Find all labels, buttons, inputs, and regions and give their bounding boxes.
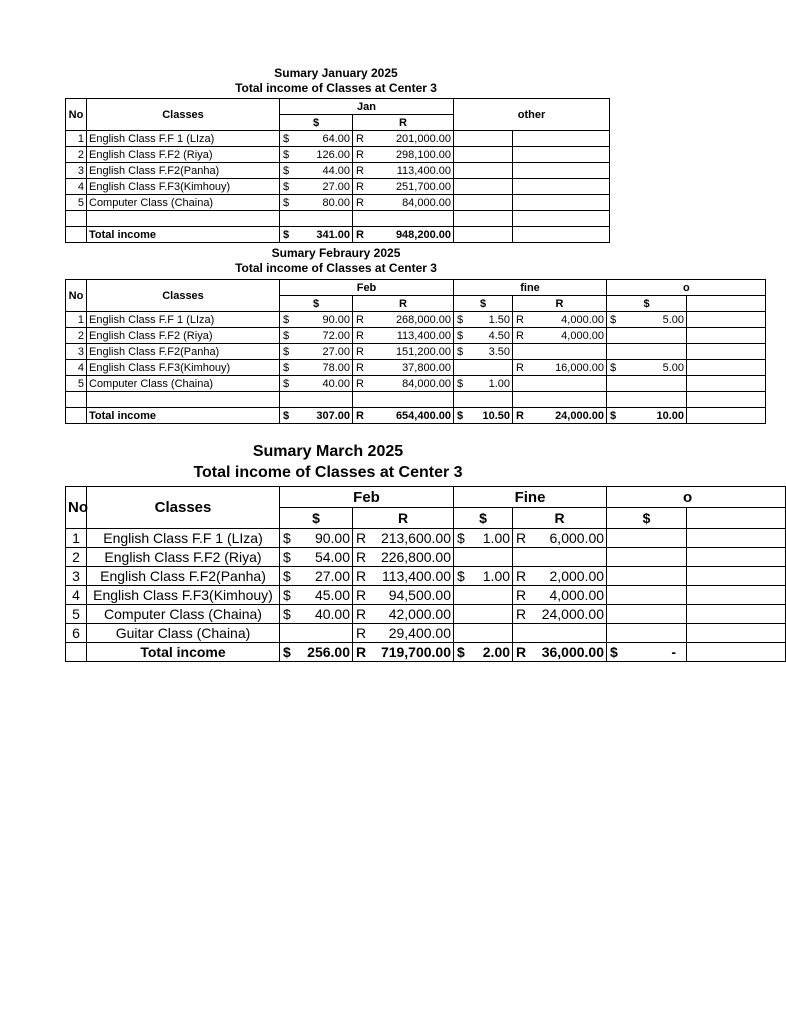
row-fine-usd: [454, 360, 513, 376]
row-usd: $ 80.00: [280, 195, 353, 211]
feb-head-classes: Classes: [87, 280, 280, 312]
row-r: R 113,400.00: [353, 567, 454, 586]
row-fine-usd: [454, 605, 513, 624]
row-other-r: [687, 344, 766, 360]
row-r: R 84,000.00: [353, 376, 454, 392]
mar-head-other: o: [607, 487, 786, 508]
jan-total-usd: $ 341.00: [280, 227, 353, 243]
row-other-usd: [607, 605, 687, 624]
row-class-name: English Class F.F3(Kimhouy): [87, 586, 280, 605]
row-no: 4: [66, 360, 87, 376]
feb-head-no: No: [66, 280, 87, 312]
feb-blank-usd: [280, 392, 353, 408]
row-other-r: [687, 624, 786, 643]
table-row: [66, 605, 786, 624]
row-other-1: [454, 163, 513, 179]
feb-blank-or: [687, 392, 766, 408]
feb-head-r: R: [353, 296, 454, 312]
table-row: [66, 586, 786, 605]
feb-table: [65, 279, 766, 424]
feb-total-other-usd: $ 10.00: [607, 408, 687, 424]
row-class-name: English Class F.F 1 (LIza): [87, 529, 280, 548]
feb-head-other-r: [687, 296, 766, 312]
row-class-name: English Class F.F3(Kimhouy): [87, 360, 280, 376]
row-class-name: English Class F.F2(Panha): [87, 344, 280, 360]
feb-blank-name: [87, 392, 280, 408]
feb-total-fine-usd: $ 10.50: [454, 408, 513, 424]
row-other-r: [687, 605, 786, 624]
mar-head-month: Feb: [280, 487, 454, 508]
row-no: 2: [66, 548, 87, 567]
feb-blank-ousd: [607, 392, 687, 408]
row-r: R 251,700.00: [353, 179, 454, 195]
row-fine-r: R 2,000.00: [513, 567, 607, 586]
row-other-r: [687, 567, 786, 586]
table-row: [66, 529, 786, 548]
table-row: [66, 163, 610, 179]
jan-head-classes: Classes: [87, 99, 280, 131]
row-other-2: [513, 195, 610, 211]
mar-total-other-usd: $ -: [607, 643, 687, 662]
mar-total-usd: $ 256.00: [280, 643, 353, 662]
feb-head-other: o: [607, 280, 766, 296]
row-class-name: Computer Class (Chaina): [87, 605, 280, 624]
row-class-name: English Class F.F3(Kimhouy): [87, 179, 280, 195]
row-fine-usd: [454, 586, 513, 605]
row-no: 2: [66, 328, 87, 344]
mar-head-r: R: [353, 508, 454, 529]
mar-title-line1: Sumary March 2025: [252, 443, 404, 460]
mar-head-usd: $: [280, 508, 353, 529]
row-fine-usd: $ 1.00: [454, 567, 513, 586]
table-row: [66, 624, 786, 643]
jan-total-label: Total income: [87, 227, 280, 243]
feb-total-other-r: [687, 408, 766, 424]
row-no: 1: [66, 131, 87, 147]
feb-head-usd: $: [280, 296, 353, 312]
mar-total-r: R 719,700.00: [353, 643, 454, 662]
row-usd: $ 90.00: [280, 312, 353, 328]
mar-table-viewport: [65, 486, 693, 664]
row-other-r: [687, 586, 786, 605]
jan-title: [66, 66, 606, 96]
row-r: R 151,200.00: [353, 344, 454, 360]
row-r: R 42,000.00: [353, 605, 454, 624]
feb-total-usd: $ 307.00: [280, 408, 353, 424]
feb-title-line1: Sumary Febraury 2025: [271, 246, 401, 260]
feb-head-other-usd: $: [607, 296, 687, 312]
row-usd: $ 27.00: [280, 179, 353, 195]
table-row: [66, 312, 766, 328]
mar-title: [0, 441, 690, 483]
table-row: [66, 548, 786, 567]
row-fine-r: R 24,000.00: [513, 605, 607, 624]
row-other-1: [454, 131, 513, 147]
feb-head-fine-r: R: [513, 296, 607, 312]
row-no: 2: [66, 147, 87, 163]
row-other-usd: [607, 567, 687, 586]
row-class-name: Computer Class (Chaina): [87, 195, 280, 211]
jan-blank-name: [87, 211, 280, 227]
row-class-name: English Class F.F2(Panha): [87, 163, 280, 179]
row-other-2: [513, 179, 610, 195]
jan-blank-no: [66, 211, 87, 227]
feb-table-viewport: [65, 279, 688, 429]
mar-table: [65, 486, 786, 662]
row-class-name: Guitar Class (Chaina): [87, 624, 280, 643]
row-class-name: English Class F.F2(Panha): [87, 567, 280, 586]
jan-title-line1: Sumary January 2025: [274, 66, 398, 80]
row-other-usd: [607, 328, 687, 344]
row-usd: $ 72.00: [280, 328, 353, 344]
row-other-usd: [607, 624, 687, 643]
row-no: 1: [66, 312, 87, 328]
jan-head-r: R: [353, 115, 454, 131]
row-other-usd: [607, 376, 687, 392]
row-other-usd: [607, 529, 687, 548]
mar-total-other-r: [687, 643, 786, 662]
feb-head-fine: fine: [454, 280, 607, 296]
mar-head-other-usd: $: [607, 508, 687, 529]
row-other-r: [687, 312, 766, 328]
feb-title-line2: Total income of Classes at Center 3: [235, 261, 437, 275]
row-usd: $ 90.00: [280, 529, 353, 548]
row-other-r: [687, 360, 766, 376]
feb-total-no: [66, 408, 87, 424]
row-r: R 94,500.00: [353, 586, 454, 605]
row-no: 6: [66, 624, 87, 643]
row-other-1: [454, 147, 513, 163]
table-row: [66, 147, 610, 163]
row-class-name: English Class F.F 1 (LIza): [87, 131, 280, 147]
jan-total-o2: [513, 227, 610, 243]
feb-blank-fusd: [454, 392, 513, 408]
row-no: 5: [66, 195, 87, 211]
mar-total-fine-usd: $ 2.00: [454, 643, 513, 662]
row-other-usd: $ 5.00: [607, 312, 687, 328]
row-other-usd: [607, 344, 687, 360]
jan-head-other: other: [454, 99, 610, 131]
row-fine-usd: [454, 624, 513, 643]
feb-blank-no: [66, 392, 87, 408]
jan-head-no: No: [66, 99, 87, 131]
jan-table: [65, 98, 610, 243]
row-r: R 201,000.00: [353, 131, 454, 147]
row-no: 5: [66, 376, 87, 392]
table-row: [66, 179, 610, 195]
row-fine-r: [513, 624, 607, 643]
mar-total-label: Total income: [87, 643, 280, 662]
row-other-1: [454, 179, 513, 195]
row-other-2: [513, 131, 610, 147]
row-other-r: [687, 376, 766, 392]
row-r: R 268,000.00: [353, 312, 454, 328]
row-usd: $ 45.00: [280, 586, 353, 605]
row-no: 3: [66, 567, 87, 586]
jan-head-usd: $: [280, 115, 353, 131]
mar-head-classes: Classes: [87, 487, 280, 529]
table-row: [66, 376, 766, 392]
jan-head-month: Jan: [280, 99, 454, 115]
row-other-2: [513, 163, 610, 179]
row-fine-r: [513, 344, 607, 360]
mar-head-no: No: [66, 487, 87, 529]
jan-blank-o1: [454, 211, 513, 227]
feb-blank-r: [353, 392, 454, 408]
row-class-name: English Class F.F 1 (LIza): [87, 312, 280, 328]
row-fine-r: R 4,000.00: [513, 312, 607, 328]
row-other-usd: [607, 586, 687, 605]
row-other-usd: $ 5.00: [607, 360, 687, 376]
table-row: [66, 360, 766, 376]
row-class-name: English Class F.F2 (Riya): [87, 147, 280, 163]
table-row: [66, 328, 766, 344]
row-r: R 29,400.00: [353, 624, 454, 643]
row-no: 1: [66, 529, 87, 548]
row-usd: $ 40.00: [280, 376, 353, 392]
mar-total-fine-r: R 36,000.00: [513, 643, 607, 662]
table-row: [66, 131, 610, 147]
row-usd: [280, 624, 353, 643]
mar-head-fine-r: R: [513, 508, 607, 529]
row-fine-usd: $ 1.00: [454, 529, 513, 548]
mar-title-line2: Total income of Classes at Center 3: [193, 464, 463, 481]
row-other-r: [687, 529, 786, 548]
row-other-2: [513, 147, 610, 163]
row-fine-usd: $ 3.50: [454, 344, 513, 360]
row-no: 3: [66, 344, 87, 360]
row-fine-usd: $ 4.50: [454, 328, 513, 344]
feb-total-r: R 654,400.00: [353, 408, 454, 424]
row-class-name: English Class F.F2 (Riya): [87, 548, 280, 567]
row-other-r: [687, 328, 766, 344]
row-r: R 226,800.00: [353, 548, 454, 567]
row-other-r: [687, 548, 786, 567]
row-class-name: English Class F.F2 (Riya): [87, 328, 280, 344]
jan-title-line2: Total income of Classes at Center 3: [235, 81, 437, 95]
mar-head-other-r: [687, 508, 786, 529]
row-fine-r: R 6,000.00: [513, 529, 607, 548]
row-no: 3: [66, 163, 87, 179]
feb-head-fine-usd: $: [454, 296, 513, 312]
row-fine-r: [513, 376, 607, 392]
row-fine-r: R 4,000.00: [513, 328, 607, 344]
row-no: 4: [66, 179, 87, 195]
row-no: 4: [66, 586, 87, 605]
table-row: [66, 195, 610, 211]
row-usd: $ 126.00: [280, 147, 353, 163]
row-fine-usd: $ 1.00: [454, 376, 513, 392]
row-other-1: [454, 195, 513, 211]
feb-title: [66, 246, 606, 276]
table-row: [66, 344, 766, 360]
feb-total-label: Total income: [87, 408, 280, 424]
row-other-usd: [607, 548, 687, 567]
row-r: R 213,600.00: [353, 529, 454, 548]
row-usd: $ 78.00: [280, 360, 353, 376]
row-fine-r: R 4,000.00: [513, 586, 607, 605]
row-usd: $ 27.00: [280, 567, 353, 586]
row-r: R 37,800.00: [353, 360, 454, 376]
mar-total-no: [66, 643, 87, 662]
jan-blank-usd: [280, 211, 353, 227]
row-r: R 298,100.00: [353, 147, 454, 163]
feb-blank-fr: [513, 392, 607, 408]
jan-blank-r: [353, 211, 454, 227]
row-r: R 113,400.00: [353, 328, 454, 344]
row-fine-usd: $ 1.50: [454, 312, 513, 328]
row-usd: $ 44.00: [280, 163, 353, 179]
table-row: [66, 567, 786, 586]
row-no: 5: [66, 605, 87, 624]
feb-total-fine-r: R 24,000.00: [513, 408, 607, 424]
row-fine-r: [513, 548, 607, 567]
row-r: R 84,000.00: [353, 195, 454, 211]
row-fine-r: R 16,000.00: [513, 360, 607, 376]
row-r: R 113,400.00: [353, 163, 454, 179]
jan-total-o1: [454, 227, 513, 243]
row-usd: $ 40.00: [280, 605, 353, 624]
jan-blank-o2: [513, 211, 610, 227]
row-fine-usd: [454, 548, 513, 567]
mar-head-fine: Fine: [454, 487, 607, 508]
feb-head-month: Feb: [280, 280, 454, 296]
row-usd: $ 54.00: [280, 548, 353, 567]
row-class-name: Computer Class (Chaina): [87, 376, 280, 392]
jan-total-no: [66, 227, 87, 243]
jan-total-r: R 948,200.00: [353, 227, 454, 243]
row-usd: $ 64.00: [280, 131, 353, 147]
row-usd: $ 27.00: [280, 344, 353, 360]
mar-head-fine-usd: $: [454, 508, 513, 529]
